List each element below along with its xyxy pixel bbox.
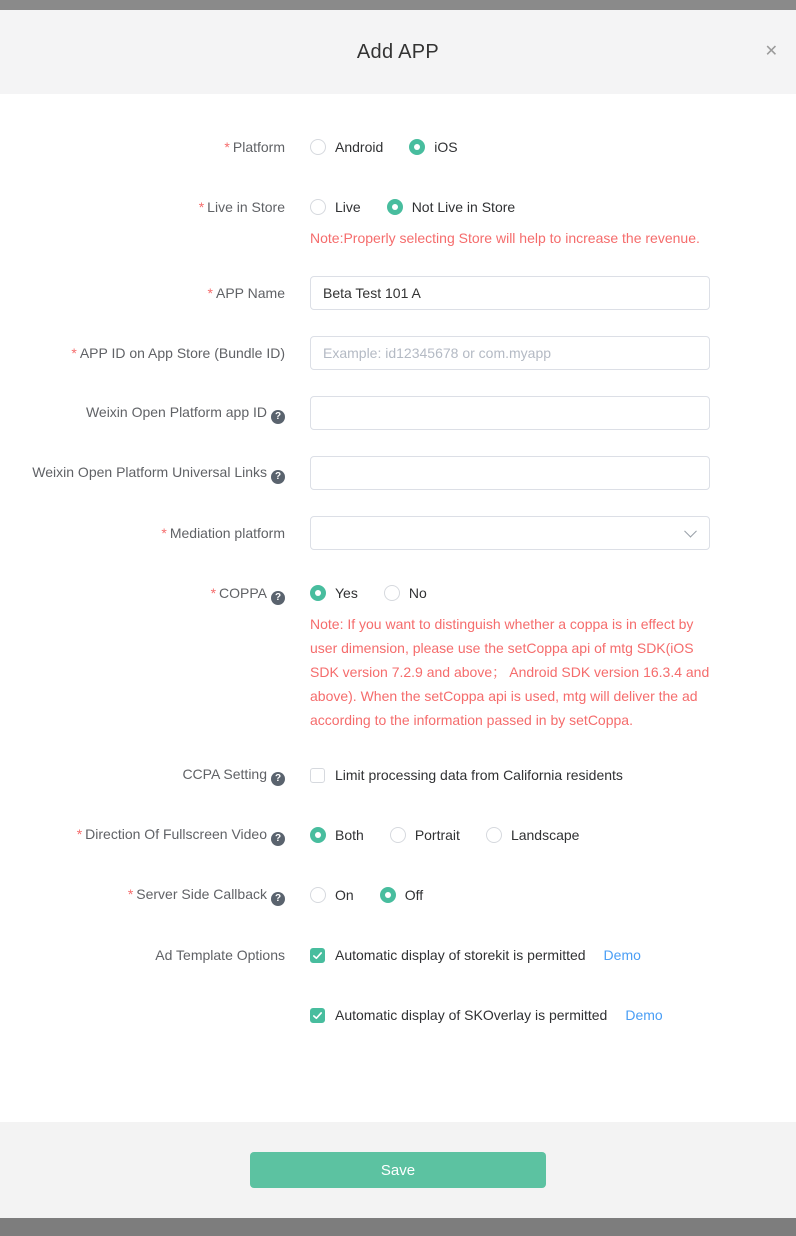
skoverlay-checkbox-row[interactable]	[310, 1007, 796, 1023]
skoverlay-demo-link[interactable]: Demo	[625, 1007, 663, 1023]
field-label	[0, 523, 310, 543]
radio-landscape[interactable]	[486, 827, 580, 843]
field-ad-template-options	[0, 938, 796, 972]
field-control	[310, 885, 796, 905]
radio-coppa-no[interactable]	[384, 585, 427, 601]
live-in-store-radio-group	[310, 190, 796, 224]
page-background-bottom	[0, 1218, 796, 1236]
radio-label: Android	[335, 139, 384, 155]
field-direction-fullscreen-video	[0, 818, 796, 852]
radio-icon	[310, 887, 326, 903]
field-label-text: Server Side Callback	[136, 886, 267, 902]
field-live-in-store	[0, 190, 796, 250]
field-label	[0, 945, 310, 965]
radio-ios[interactable]	[409, 139, 457, 155]
field-label	[0, 343, 310, 363]
field-label	[0, 283, 310, 303]
add-app-modal	[0, 10, 796, 1218]
radio-coppa-yes[interactable]	[310, 585, 358, 601]
ccpa-checkbox-row[interactable]	[310, 767, 796, 783]
field-label	[0, 402, 310, 424]
checkbox-checked-icon[interactable]	[310, 948, 325, 963]
field-label-text: Platform	[232, 139, 285, 155]
help-icon[interactable]: ?	[271, 410, 285, 424]
field-label	[0, 824, 310, 846]
radio-icon	[310, 139, 326, 155]
checkbox-label: Limit processing data from California residents	[335, 767, 623, 783]
radio-label: Yes	[335, 585, 358, 601]
field-label-text: CCPA Setting	[182, 766, 267, 782]
app-name-input[interactable]	[310, 276, 710, 310]
required-mark: *	[71, 345, 77, 361]
radio-not-live-in-store[interactable]	[387, 199, 516, 215]
required-mark: *	[161, 525, 167, 541]
field-platform	[0, 130, 796, 164]
app-id-input[interactable]	[310, 336, 710, 370]
page-background-top	[0, 0, 796, 10]
field-control	[310, 190, 796, 250]
field-label	[0, 462, 310, 484]
checkbox-unchecked-icon[interactable]	[310, 768, 325, 783]
field-label-text: APP ID on App Store (Bundle ID)	[79, 345, 285, 361]
field-control	[310, 137, 796, 157]
field-label-text: Live in Store	[207, 199, 285, 215]
radio-label: Off	[404, 887, 424, 903]
weixin-universal-links-input[interactable]	[310, 456, 710, 490]
radio-icon	[384, 585, 400, 601]
storekit-checkbox-row[interactable]	[310, 947, 796, 963]
coppa-radio-group	[310, 576, 796, 610]
field-label-text: Mediation platform	[169, 525, 285, 541]
direction-radio-group	[310, 825, 796, 845]
radio-on[interactable]	[310, 887, 354, 903]
field-control	[310, 1007, 796, 1023]
field-ad-template-options-2	[0, 998, 796, 1032]
radio-icon	[310, 199, 326, 215]
field-label-text: Ad Template Options	[155, 947, 285, 963]
required-mark: *	[198, 199, 205, 215]
field-weixin-app-id	[0, 396, 796, 430]
chevron-down-icon	[684, 525, 697, 538]
help-icon[interactable]: ?	[271, 470, 285, 484]
field-coppa	[0, 576, 796, 732]
required-mark: *	[127, 886, 134, 902]
radio-icon	[390, 827, 406, 843]
field-control	[310, 276, 796, 310]
radio-selected-icon	[380, 887, 396, 903]
field-control	[310, 396, 796, 430]
mediation-platform-select[interactable]	[310, 516, 710, 550]
field-label	[0, 576, 310, 605]
field-label	[0, 884, 310, 906]
storekit-demo-link[interactable]: Demo	[603, 947, 641, 963]
radio-label: Live	[335, 199, 361, 215]
save-button[interactable]: Save	[250, 1152, 546, 1188]
required-mark: *	[207, 285, 213, 301]
field-control	[310, 767, 796, 783]
field-app-id	[0, 336, 796, 370]
radio-icon	[486, 827, 502, 843]
help-icon[interactable]: ?	[271, 832, 285, 846]
field-label-text: APP Name	[216, 285, 285, 301]
field-label	[0, 764, 310, 786]
checkbox-label: Automatic display of SKOverlay is permitted	[335, 1007, 608, 1023]
weixin-app-id-input[interactable]	[310, 396, 710, 430]
field-weixin-universal-links	[0, 456, 796, 490]
radio-selected-icon	[409, 139, 425, 155]
checkbox-label: Automatic display of storekit is permitted	[335, 947, 586, 963]
modal-title: Add APP	[356, 40, 440, 63]
field-control	[310, 516, 796, 550]
radio-selected-icon	[310, 585, 326, 601]
radio-android[interactable]	[310, 139, 383, 155]
platform-radio-group	[310, 137, 796, 157]
field-label-text: Weixin Open Platform Universal Links	[32, 464, 267, 480]
field-server-side-callback	[0, 878, 796, 912]
required-mark: *	[76, 826, 83, 842]
radio-label: iOS	[434, 139, 458, 155]
radio-both[interactable]	[310, 827, 364, 843]
field-app-name	[0, 276, 796, 310]
field-label-text: Direction Of Fullscreen Video	[85, 826, 267, 842]
help-icon[interactable]: ?	[271, 591, 285, 605]
radio-label: Portrait	[414, 827, 460, 843]
field-label	[0, 137, 310, 157]
radio-selected-icon	[387, 199, 403, 215]
radio-portrait[interactable]	[390, 827, 460, 843]
required-mark: *	[210, 585, 217, 601]
help-icon[interactable]: ?	[271, 892, 285, 906]
checkbox-checked-icon[interactable]	[310, 1008, 325, 1023]
field-label-text: COPPA	[219, 585, 267, 601]
close-icon[interactable]: ✕	[764, 43, 778, 60]
field-label	[0, 190, 310, 217]
field-control	[310, 825, 796, 845]
required-mark: *	[224, 139, 230, 155]
radio-off[interactable]	[380, 887, 423, 903]
radio-label: On	[335, 887, 354, 903]
field-control	[310, 576, 796, 732]
field-control	[310, 456, 796, 490]
modal-body	[0, 94, 796, 1122]
server-callback-radio-group	[310, 885, 796, 905]
modal-footer	[0, 1122, 796, 1218]
help-icon[interactable]: ?	[271, 772, 285, 786]
radio-selected-icon	[310, 827, 326, 843]
field-label-text: Weixin Open Platform app ID	[85, 404, 267, 420]
radio-label: Landscape	[510, 827, 580, 843]
field-control	[310, 947, 796, 963]
field-ccpa-setting	[0, 758, 796, 792]
coppa-note: Note: If you want to distinguish whether a coppa is in effect by user dimension, please use the setCoppa api of mtg SDK(iOS SDK version 7.2.9 and above； Android SDK version 16.3.4 and above). When the setCoppa api is used, mtg will deliver the ad according to the information passed in by setCoppa.	[310, 616, 710, 728]
radio-label: Not Live in Store	[411, 199, 516, 215]
live-in-store-note: Note:Properly selecting Store will help to increase the revenue.	[310, 230, 700, 246]
field-control	[310, 336, 796, 370]
radio-live[interactable]	[310, 199, 361, 215]
modal-header	[0, 10, 796, 94]
radio-label: Both	[335, 827, 364, 843]
radio-label: No	[408, 585, 427, 601]
field-mediation-platform	[0, 516, 796, 550]
